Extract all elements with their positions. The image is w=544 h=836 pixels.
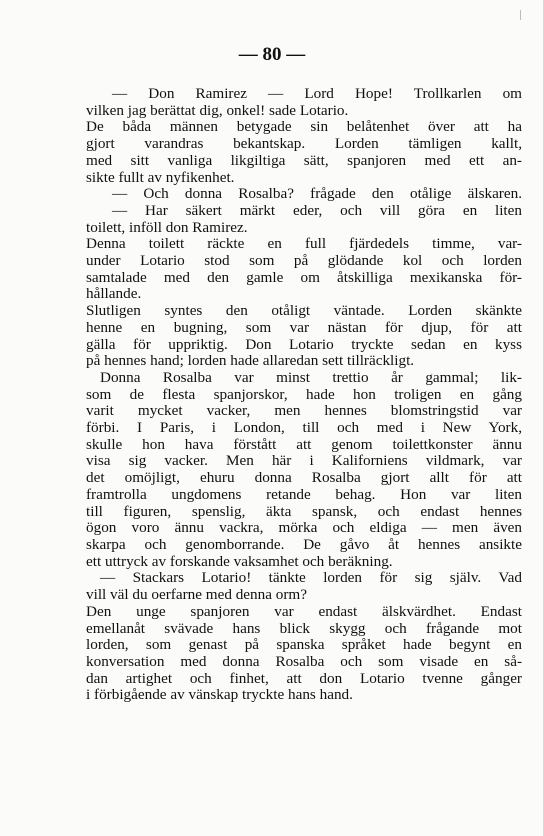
text-line: med sitt vanliga likgiltiga sätt, spanjoren med ett an- [86,152,522,169]
text-line: Denna toilett räckte en full fjärdedels timme, var- [86,236,522,253]
text-line: ögon voro ännu vackra, mörka och eldiga — men även [86,520,522,537]
text-line: gjort varandras bekantskap. Lorden tämligen kallt, [86,136,522,153]
text-line: gälla för uppriktig. Don Lotario tryckte sedan en kyss [86,336,522,353]
text-line: emellanåt svävade hans blick skygg och frågande mot [86,620,522,637]
text-line: till figuren, spenslig, äkta spansk, och endast hennes [86,503,522,520]
text-line: visa sig vacker. Men här i Kaliforniens vildmark, var [86,453,522,470]
text-line: toilett, inföll don Ramirez. [86,219,248,236]
text-line: konversation med donna Rosalba och som visade en så- [86,653,522,670]
text-line: ett uttryck av forskande vaksamhet och beräkning. [86,553,393,570]
text-line: varit mycket vacker, men hennes blomstringstid var [86,403,522,420]
text-line: i förbigående av vänskap tryckte hans hand. [86,687,353,704]
text-line: — Har säkert märkt eder, och vill göra en liten [112,202,522,219]
text-line: skulle hon hava förstått att genom toilettkonster ännu [86,436,522,453]
text-line: på hennes hand; lorden hade allaredan sett tillräckligt. [86,353,415,370]
text-line: — Stackars Lotario! tänkte lorden för sig själv. Vad [100,570,522,587]
text-line: henne en bugning, som var nästan för djup, för att [86,319,522,336]
text-line: — Och donna Rosalba? frågade den otålige älskaren. [112,186,522,203]
body-text [86,86,522,704]
text-line: — Don Ramirez — Lord Hope! Trollkarlen om [112,86,522,102]
text-line: Donna Rosalba var minst trettio år gammal; lik- [100,369,522,386]
text-line: framtrolla ungdomens retande behag. Hon var liten [86,486,522,503]
text-line: sikte fullt av nyfikenhet. [86,169,235,186]
text-line: det omöjligt, ehuru donna Rosalba gjort allt för att [86,470,522,487]
text-line: hållande. [86,286,142,303]
scan-mark [520,10,521,20]
text-line: under Lotario stod som på glödande kol och lorden [86,253,522,270]
text-line: dan artighet och finhet, att don Lotario tvenne gånger [86,670,522,687]
text-line: Slutligen syntes den otåligt väntade. Lorden skänkte [86,303,522,320]
text-line: som de flesta spanjorskor, hade hon troligen en gång [86,386,522,403]
text-line: vill väl du oerfarne med denna orm? [86,587,307,604]
page-number: — 80 — [238,44,306,65]
text-line: samtalade med den gamle om åtskilliga mexikanska för- [86,269,522,286]
text-line: De båda männen betygade sin belåtenhet över att ha [86,119,522,136]
text-line: förbi. I Paris, i London, till och med i New York, [86,420,522,437]
text-line: Den unge spanjoren var endast älskvärdhet. Endast [86,603,522,620]
text-line: vilken jag berättat dig, onkel! sade Lotario. [86,102,349,119]
text-line: lorden, som genast på spanska språket hade begynt en [86,637,522,654]
text-line: skarpa och genomborrande. De gåvo åt hennes ansikte [86,536,522,553]
